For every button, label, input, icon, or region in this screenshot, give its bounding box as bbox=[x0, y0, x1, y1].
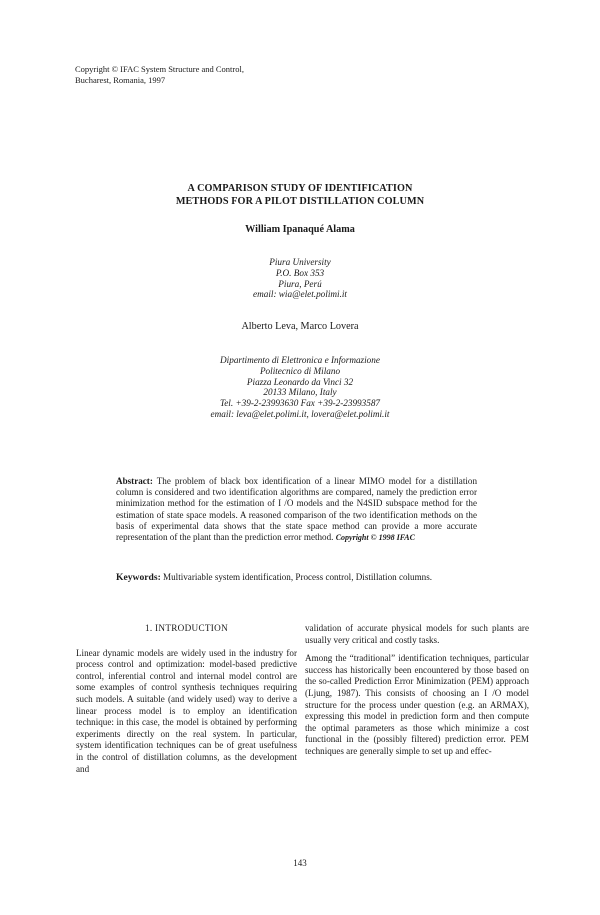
affiliation-line: 20133 Milano, Italy bbox=[263, 387, 337, 398]
affiliation-line: Politecnico di Milano bbox=[259, 365, 341, 376]
abstract-label: Abstract: bbox=[116, 476, 153, 486]
paragraph: Linear dynamic models are widely used in the industry for process control and optimization: model-based predictive control, inferential control and internal model control are some examples of control synthesis techniques requiring such models. A suitable (and widely used) way to derive a linear process model is to employ an identification technique: in this case, the model is obtained by performing experiments directly on the real system. In particular, system identification techniques can be of great usefulness in the control of distillation columns, as the development and bbox=[76, 647, 297, 774]
section-heading: 1. INTRODUCTION bbox=[144, 623, 229, 633]
affiliation-first bbox=[0, 257, 600, 300]
affiliation-line: Piura, Perú bbox=[278, 278, 322, 289]
affiliation-line: Dipartimento di Elettronica e Informazione bbox=[220, 355, 380, 365]
copyright-line-2: Bucharest, Romania, 1997 bbox=[75, 75, 166, 85]
right-column bbox=[305, 623, 529, 765]
affiliation-contact: Tel. +39-2-23993630 Fax +39-2-23993587 bbox=[219, 398, 381, 409]
title-line-2: METHODS FOR A PILOT DISTILLATION COLUMN bbox=[175, 195, 425, 207]
copyright-line-1: Copyright © IFAC System Structure and Control, bbox=[75, 64, 244, 74]
keywords bbox=[116, 572, 477, 583]
affiliation-email: email: wia@elet.polimi.it bbox=[253, 289, 347, 300]
keywords-text: Multivariable system identification, Process control, Distillation columns. bbox=[163, 572, 433, 582]
abstract bbox=[116, 476, 477, 543]
affiliation-email: email: leva@elet.polimi.it, lovera@elet.polimi.it bbox=[210, 408, 390, 419]
left-column bbox=[76, 623, 297, 782]
author-first: William Ipanaqué Alama bbox=[245, 224, 355, 235]
paper-title bbox=[0, 183, 600, 208]
affiliation-line: Piura University bbox=[269, 257, 331, 267]
paragraph: validation of accurate physical models for such plants are usually very critical and costly tasks. bbox=[305, 623, 529, 645]
abstract-text: The problem of black box identification of a linear MIMO model for a distillation column is considered and two identification algorithms are compared, namely the prediction error minimization method for the estimation of I /O models and the N4SID subspace method for the estimation of state space models. A reasoned comparison of the two identification methods on the basis of experimental data shows that the state space method can provide a more accurate representation of the plant than the prediction error method. bbox=[116, 476, 477, 543]
paragraph: Among the “traditional” identification techniques, particular success has historically been encountered by those based on the so-called Prediction Error Minimization (PEM) approach (Ljung, 1987). This consists of choosing an I /O model structure for the process under question (e.g. an ARMAX), expressing this model in prediction form and then compute the optimal parameters as those which minimize a cost functional in the (possibly filtered) prediction error. PEM techniques are generally simple to set up and effec- bbox=[305, 653, 529, 756]
abstract-copyright: Copyright © 1998 IFAC bbox=[335, 533, 415, 543]
affiliation-line: Piazza Leonardo da Vinci 32 bbox=[246, 376, 354, 387]
page-number: 143 bbox=[293, 858, 307, 868]
affiliation-second bbox=[0, 355, 600, 420]
affiliation-line: P.O. Box 353 bbox=[275, 267, 325, 278]
author-second: Alberto Leva, Marco Lovera bbox=[241, 321, 359, 332]
copyright-notice bbox=[75, 64, 244, 86]
keywords-label: Keywords: bbox=[116, 572, 161, 583]
title-line-1: A COMPARISON STUDY OF IDENTIFICATION bbox=[187, 183, 413, 194]
